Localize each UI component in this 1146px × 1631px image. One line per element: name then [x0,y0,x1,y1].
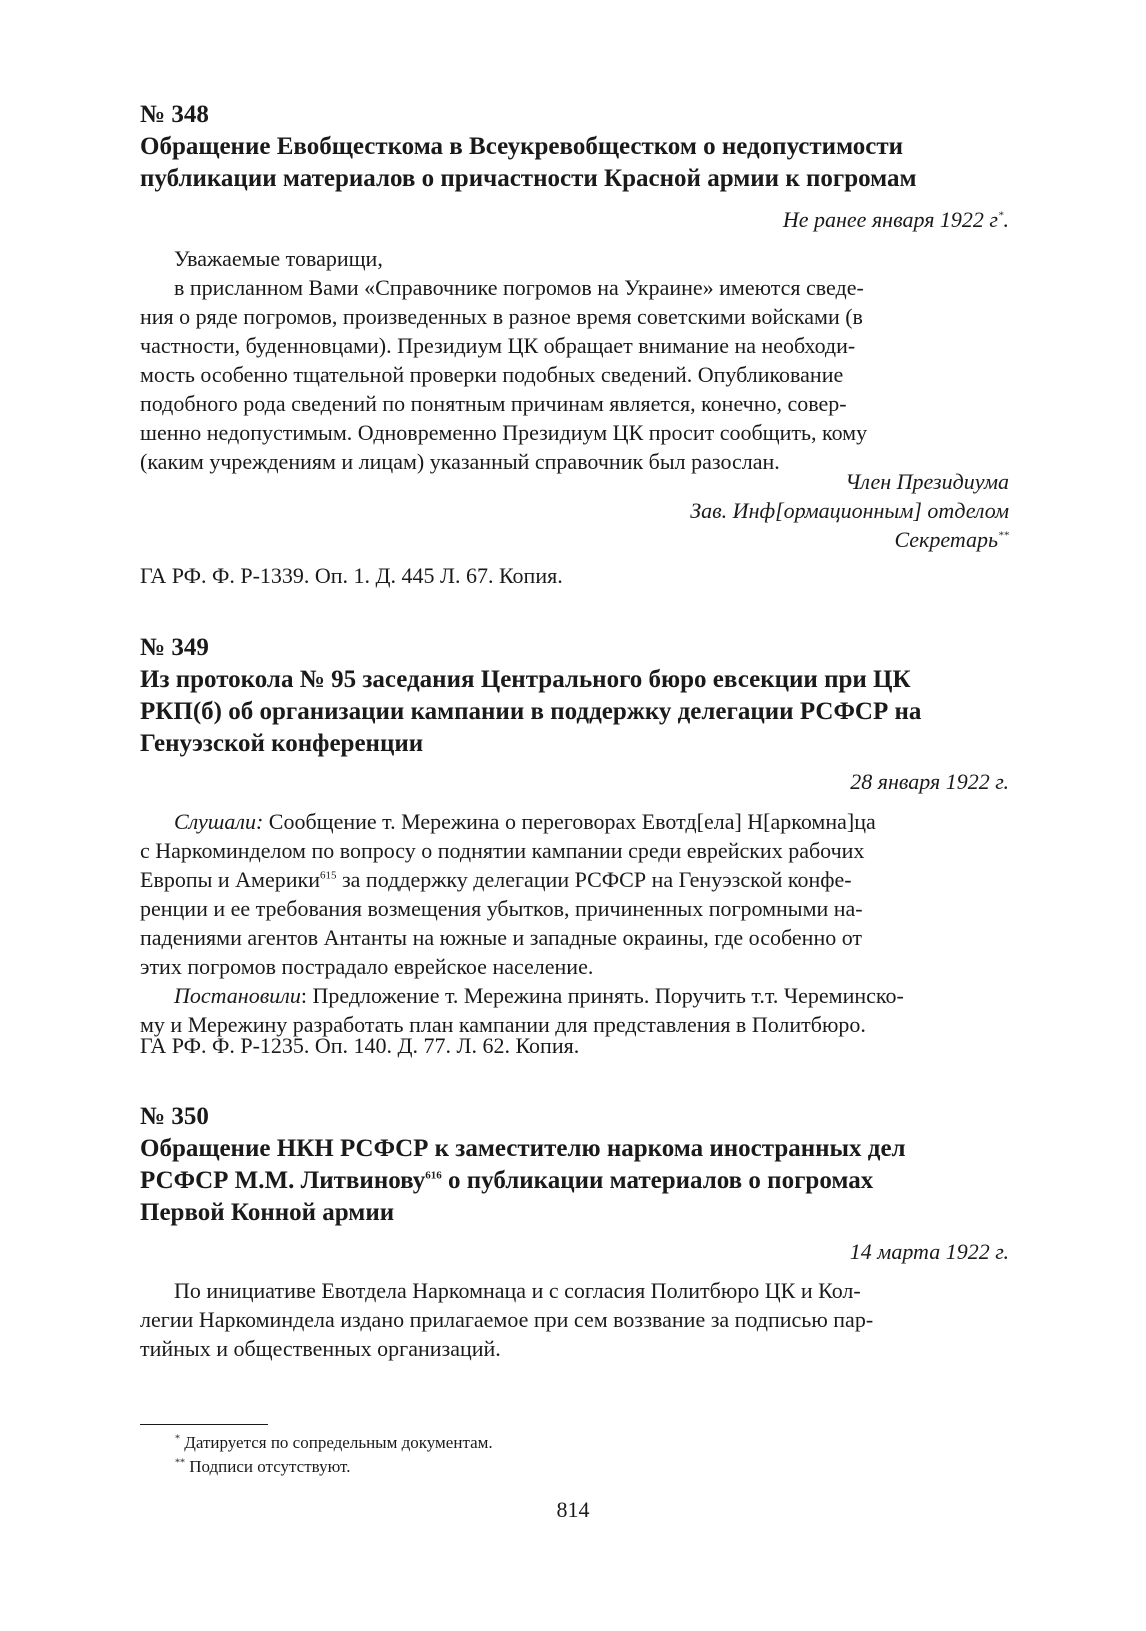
doc-350-title-line: РСФСР М.М. Литвинову$^{616}$ о публикации материалов о погромах [140,1167,874,1194]
body-line: этих погромов пострадало еврейское население. [140,954,594,979]
doc-348-number: № 348 [140,101,209,128]
body-line: легии Наркоминдела издано прилагаемое при сем воззвание за подписью пар- [140,1307,874,1332]
doc-349-title-line: Из протокола № 95 заседания Центрального бюро евсекции при ЦК [140,666,911,693]
resolved-label: Постановили [174,983,301,1008]
body-line: ренции и ее требования возмещения убытков, причиненных погромными на- [140,896,863,921]
doc-349-title-line: Генуэзской конференции [140,730,424,757]
footnote-divider [140,1424,268,1425]
body-line: му и Мережину разработать план кампании для представления в Политбюро. [140,1012,866,1037]
signature-line: Секретарь** [894,527,1009,552]
footnote-ref: 615 [319,869,337,882]
heard-label: Слушали: [174,809,264,834]
doc-348-greeting: Уважаемые товарищи, [174,246,383,271]
body-line: падениями агентов Антанты на южные и западные окраины, где особенно от [140,925,863,950]
body-line: частности, буденновцами). Президиум ЦК обращает внимание на необходи- [140,333,856,358]
doc-349 [140,632,1009,760]
doc-348-title-line: Обращение Евобщесткома в Всеукревобщестком о недопустимости [140,133,904,160]
doc-348-source: ГА РФ. Ф. Р-1339. Оп. 1. Д. 445 Л. 67. Копия. [140,563,563,588]
doc-348 [140,99,1009,195]
doc-348-date: Не ранее января 1922 г*. [782,207,1009,232]
body-line: (каким учреждениям и лицам) указанный справочник был разослан. [140,449,780,474]
page-number: 814 [556,1497,590,1522]
body-line: Европы и Америки$^{615}$ за поддержку делегации РСФСР на Генуэзской конфе- [140,867,852,892]
doc-349-date: 28 января 1922 г. [850,769,1009,794]
doc-350 [140,1101,1009,1229]
doc-350-title-line: Обращение НКН РСФСР к заместителю наркома иностранных дел [140,1135,906,1162]
footnote-2: ** Подписи отсутствуют. [175,1457,351,1476]
signature-line: Член Президиума [845,469,1009,494]
doc-350-body [140,1276,1009,1363]
doc-350-title-line: Первой Конной армии [140,1199,395,1226]
body-line: Постановили: Предложение т. Мережина принять. Поручить т.т. Череминско- [174,983,904,1008]
body-line: с Наркоминделом по вопросу о поднятии кампании среди еврейских рабочих [140,838,865,863]
footnote-ref: ** [998,529,1009,542]
body-line: мость особенно тщательной проверки подобных сведений. Опубликование [140,362,844,387]
doc-349-number: № 349 [140,634,209,661]
body-line: ния о ряде погромов, произведенных в разное время советскими войсками (в [140,304,863,329]
doc-349-body [140,807,1009,1039]
body-line: шенно недопустимым. Одновременно Президиум ЦК просит сообщить, кому [140,420,868,445]
doc-350-date: 14 марта 1922 г. [849,1239,1009,1264]
footnote-1: * Датируется по сопредельным документам. [175,1433,493,1452]
signature-line: Зав. Инф[ормационным] отделом [690,498,1009,523]
doc-349-source: ГА РФ. Ф. Р-1235. Оп. 140. Д. 77. Л. 62. Копия. [140,1033,580,1058]
doc-348-title-line: публикации материалов о причастности Красной армии к погромам [140,165,917,192]
body-line: Слушали: Сообщение т. Мережина о переговорах Евотд[ела] Н[аркомна]ца [174,809,876,834]
doc-349-title-line: РКП(б) об организации кампании в поддержку делегации РСФСР на [140,698,922,725]
doc-348-body [140,244,1009,476]
body-line: тийных и общественных организаций. [140,1336,501,1361]
footnote-ref: 616 [425,1169,442,1182]
body-line: подобного рода сведений по понятным причинам является, конечно, совер- [140,391,847,416]
body-line: в присланном Вами «Справочнике погромов на Украине» имеются сведе- [174,275,864,300]
body-line: По инициативе Евотдела Наркомнаца и с согласия Политбюро ЦК и Кол- [174,1278,861,1303]
doc-350-number: № 350 [140,1103,209,1130]
doc-348-signature [140,467,1009,554]
footnote-ref: * [998,209,1004,222]
